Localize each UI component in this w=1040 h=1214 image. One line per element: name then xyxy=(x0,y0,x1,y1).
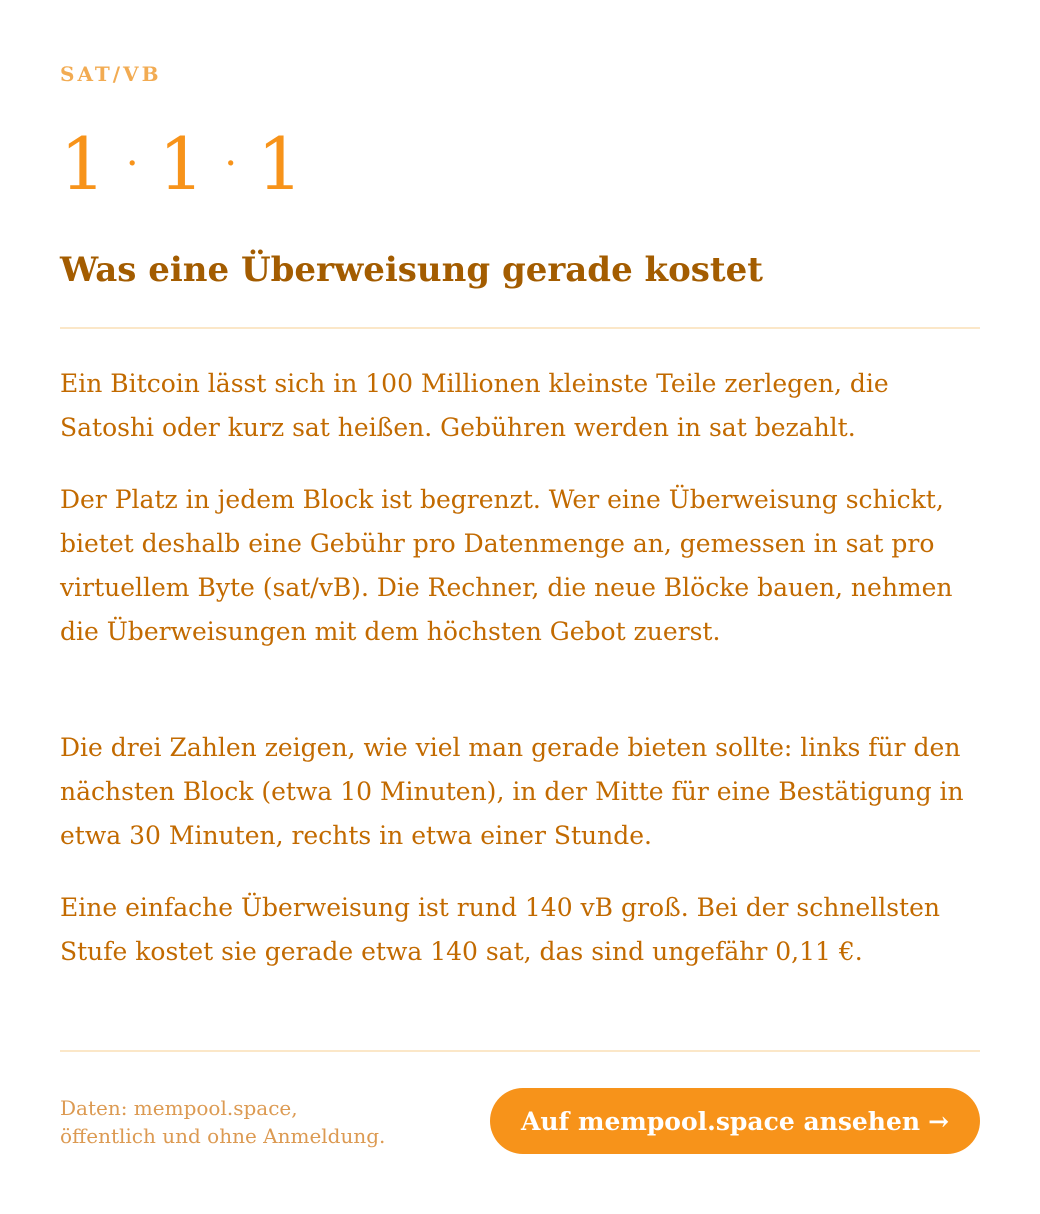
paragraph-three-numbers: Die drei Zahlen zeigen, wie viel man gerade bieten sollte: links für den nächsten Block (etwa 10 Minuten), in der Mitte für eine Bestätigung in etwa 30 Minuten, rechts in etwa einer Stunde. xyxy=(60,733,964,850)
divider-top xyxy=(60,327,980,329)
view-on-mempool-label: Auf mempool.space ansehen xyxy=(520,1106,921,1136)
paragraph-fee-market: Der Platz in jedem Block ist begrenzt. Wer eine Überweisung schickt, bietet deshalb eine Gebühr pro Datenmenge an, gemessen in sat pro virtuellem Byte (sat/vB). Die Rechner, die neue Blöcke bauen, nehmen die Überweisungen mit dem höchsten Gebot zuerst. xyxy=(60,485,953,646)
view-on-mempool-button[interactable] xyxy=(490,1088,980,1154)
fee-next-block: 1 xyxy=(60,122,106,206)
card-title: Was eine Überweisung gerade kostet xyxy=(60,250,763,290)
fee-values xyxy=(60,122,303,206)
source-line-2: öffentlich und ohne Anmeldung. xyxy=(60,1124,386,1148)
data-source-note xyxy=(60,1094,480,1150)
paragraph-satoshi: Ein Bitcoin lässt sich in 100 Millionen kleinste Teile zerlegen, die Satoshi oder kurz sat heißen. Gebühren werden in sat bezahlt. xyxy=(60,369,889,442)
unit-label: SAT/VB xyxy=(60,62,162,86)
fee-hour: 1 xyxy=(257,122,303,206)
arrow-right-icon: → xyxy=(928,1106,950,1136)
fee-separator: · xyxy=(125,141,139,187)
fee-separator: · xyxy=(224,141,238,187)
divider-bottom xyxy=(60,1050,980,1052)
fee-half-hour: 1 xyxy=(158,122,205,206)
source-line-1: Daten: mempool.space, xyxy=(60,1096,298,1120)
paragraph-example-cost: Eine einfache Überweisung ist rund 140 vB groß. Bei der schnellsten Stufe kostet sie gerade etwa 140 sat, das sind ungefähr 0,11 €. xyxy=(60,893,940,966)
